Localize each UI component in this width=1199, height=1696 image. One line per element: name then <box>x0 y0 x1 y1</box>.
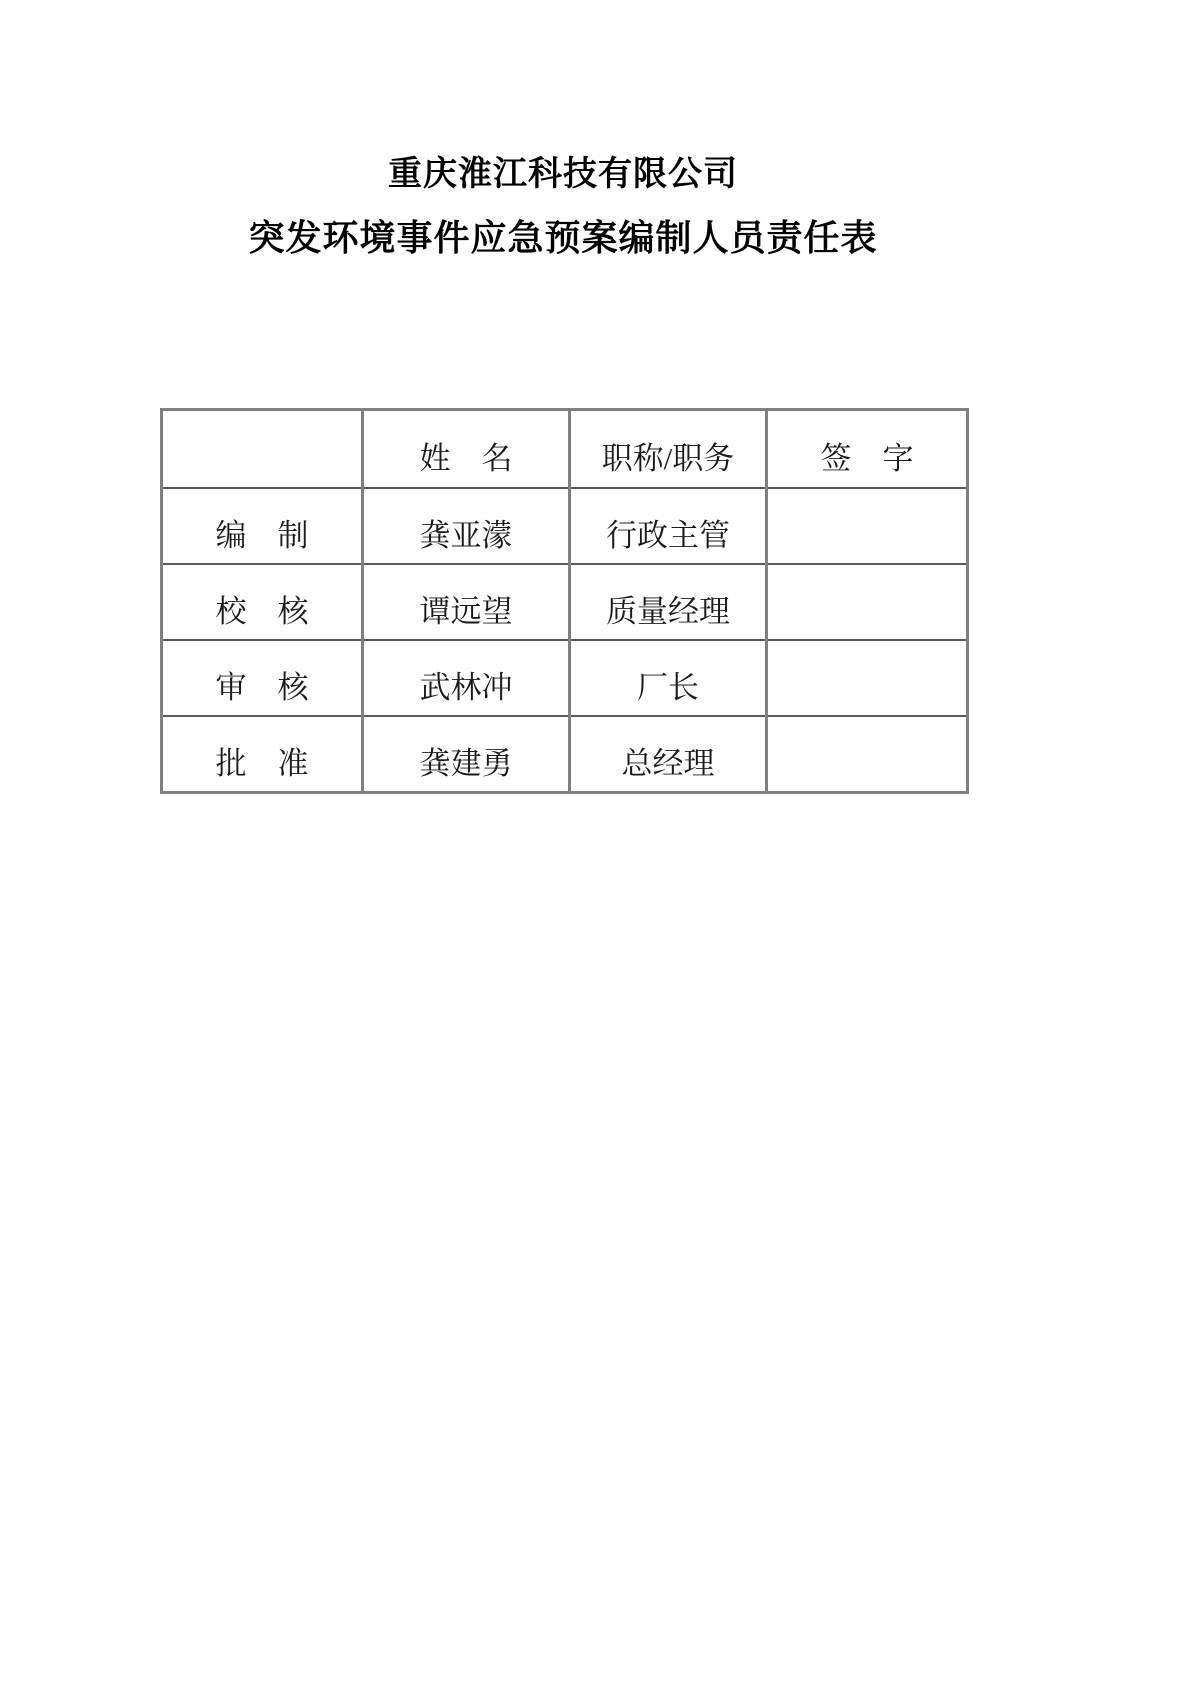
role-cell: 编 制 <box>162 488 363 564</box>
table-row-compile <box>162 488 968 564</box>
company-title: 重庆淮江科技有限公司 <box>388 155 738 193</box>
signature-cell <box>767 716 968 793</box>
role-cell: 批 准 <box>162 716 363 793</box>
header-signature-cell: 签 字 <box>767 410 968 489</box>
table-row-review <box>162 640 968 716</box>
position-cell: 质量经理 <box>570 564 767 640</box>
header-blank-cell <box>162 410 363 489</box>
name-cell: 谭远望 <box>363 564 570 640</box>
name-cell: 龚建勇 <box>363 716 570 793</box>
responsibility-table <box>160 408 969 794</box>
position-cell: 厂长 <box>570 640 767 716</box>
position-cell: 总经理 <box>570 716 767 793</box>
table-row-approve <box>162 716 968 793</box>
document-title: 突发环境事件应急预案编制人员责任表 <box>248 217 878 258</box>
table-row-check <box>162 564 968 640</box>
header-name-cell: 姓 名 <box>363 410 570 489</box>
name-cell: 龚亚濛 <box>363 488 570 564</box>
position-cell: 行政主管 <box>570 488 767 564</box>
header-position-cell: 职称/职务 <box>570 410 767 489</box>
table-header-row <box>162 410 968 489</box>
signature-cell <box>767 488 968 564</box>
role-cell: 校 核 <box>162 564 363 640</box>
role-cell: 审 核 <box>162 640 363 716</box>
signature-cell <box>767 640 968 716</box>
signature-cell <box>767 564 968 640</box>
name-cell: 武林冲 <box>363 640 570 716</box>
